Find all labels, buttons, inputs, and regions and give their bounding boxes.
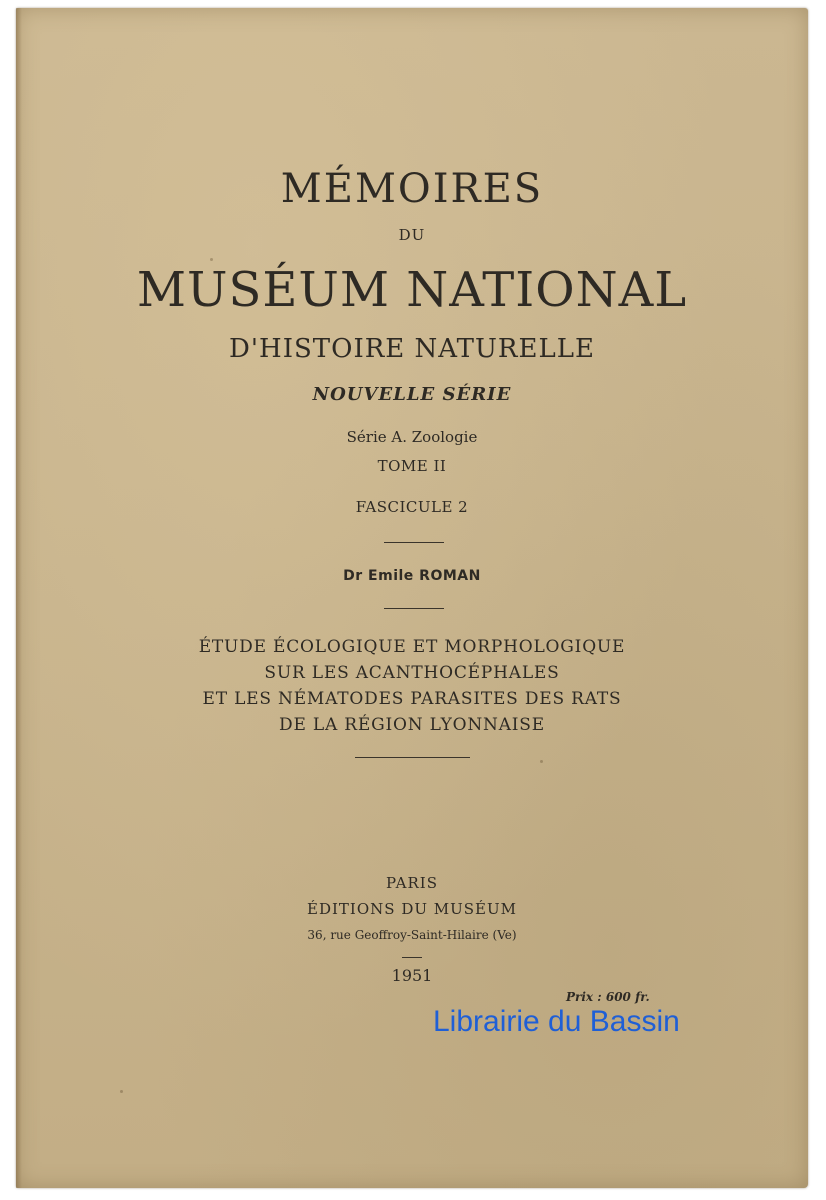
- study-title: [16, 634, 808, 738]
- publisher-city: PARIS: [385, 874, 439, 892]
- author-name: Dr Emile ROMAN: [343, 568, 481, 584]
- title-memoires: MÉMOIRES: [280, 166, 544, 212]
- fascicule-number: FASCICULE 2: [355, 498, 469, 516]
- study-title-line: ÉTUDE ÉCOLOGIQUE ET MORPHOLOGIQUE: [198, 637, 626, 657]
- series-subtitle: Série A. Zoologie: [346, 428, 478, 446]
- tome-number: TOME II: [377, 457, 447, 475]
- divider-rule: [384, 542, 444, 543]
- publisher-address: 36, rue Geoffroy-Saint-Hilaire (Ve): [307, 928, 517, 942]
- series-label: NOUVELLE SÉRIE: [312, 384, 512, 405]
- study-title-line: DE LA RÉGION LYONNAISE: [279, 715, 545, 735]
- paper-speck: [210, 258, 213, 261]
- title-du: DU: [398, 226, 426, 244]
- title-museum-national: MUSÉUM NATIONAL: [136, 262, 688, 318]
- study-title-line: ET LES NÉMATODES PARASITES DES RATS: [202, 689, 622, 709]
- divider-rule: [384, 608, 444, 609]
- divider-rule: [355, 757, 470, 758]
- year-dash: [402, 957, 422, 958]
- title-histoire-naturelle: D'HISTOIRE NATURELLE: [229, 334, 595, 364]
- price-label: Prix : 600 fr.: [566, 990, 650, 1004]
- paper-speck: [120, 1090, 123, 1093]
- publication-year: 1951: [391, 966, 433, 985]
- paper-speck: [540, 760, 543, 763]
- watermark-text: Librairie du Bassin: [433, 1005, 680, 1038]
- publisher-name: ÉDITIONS DU MUSÉUM: [307, 900, 517, 918]
- study-title-line: SUR LES ACANTHOCÉPHALES: [264, 663, 560, 683]
